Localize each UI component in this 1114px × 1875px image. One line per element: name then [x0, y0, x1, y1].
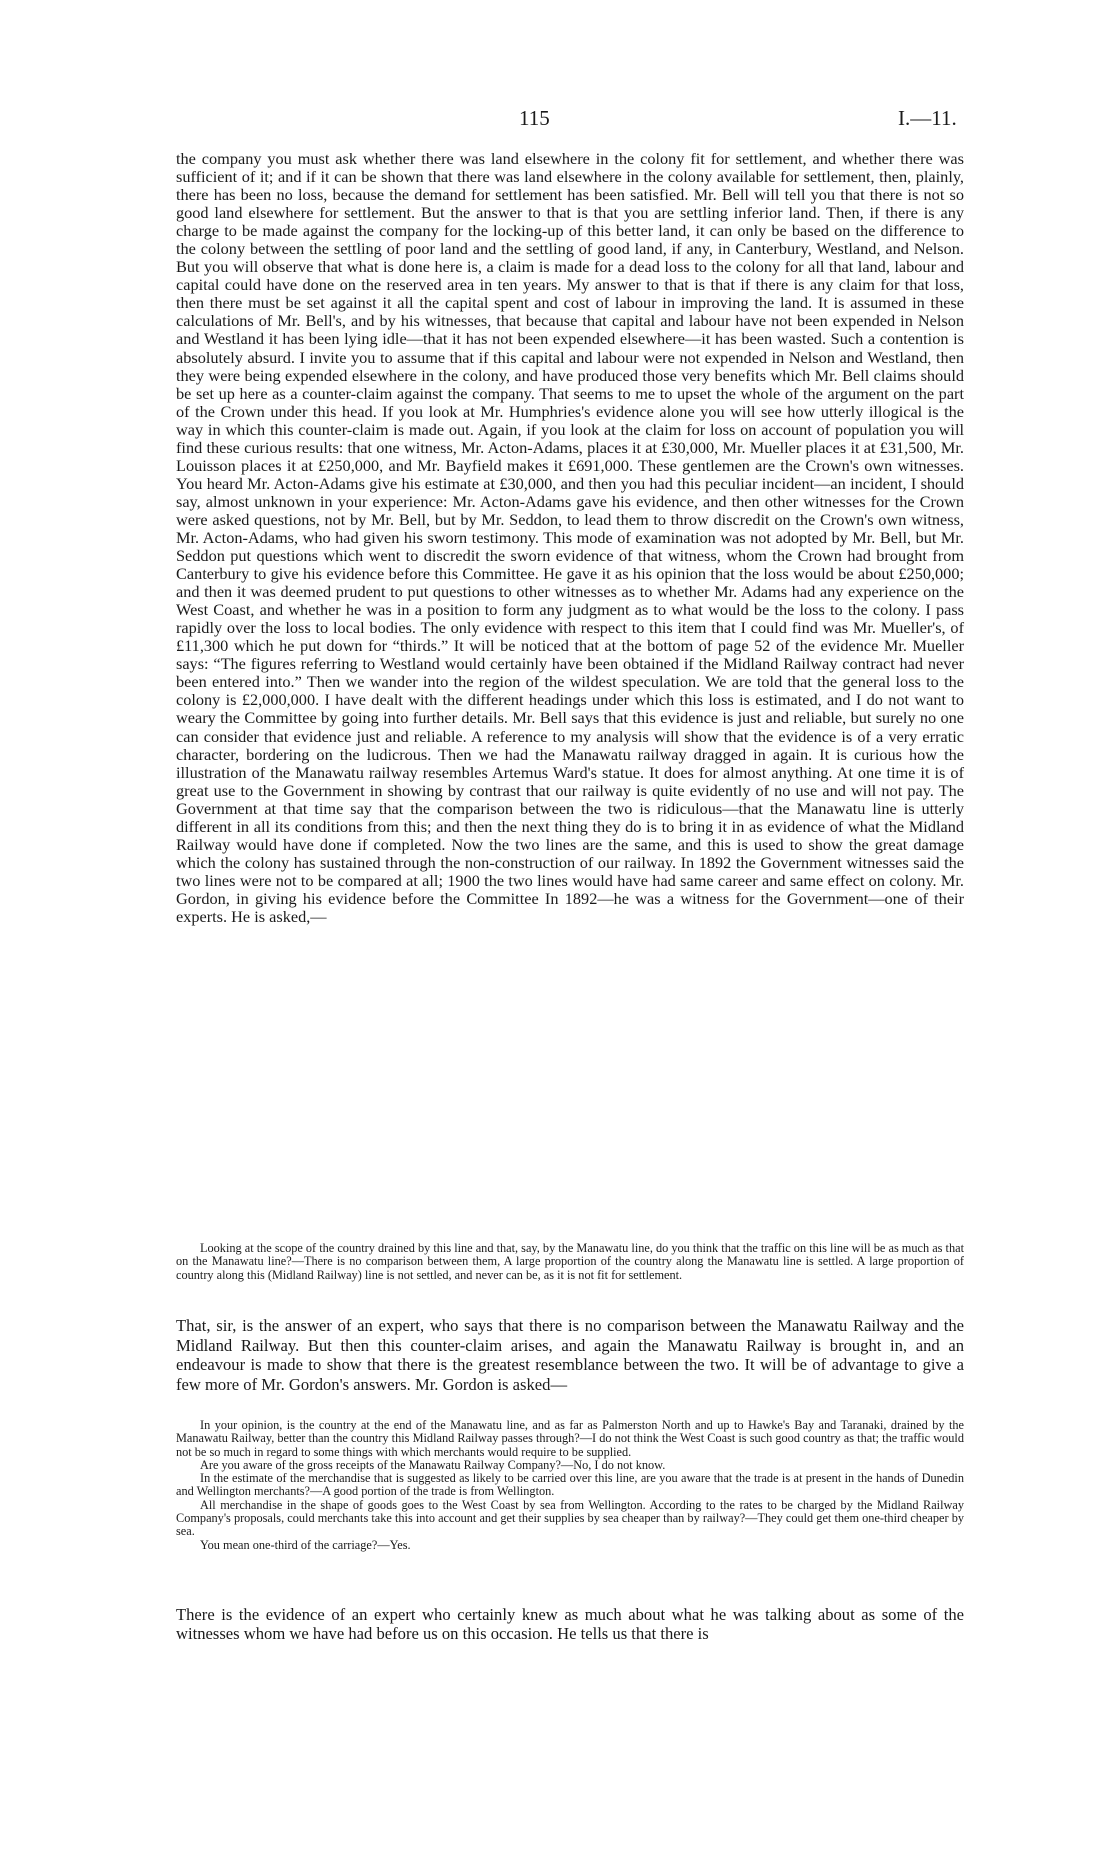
quote-line: In your opinion, is the country at the end of the Manawatu line, and as far as Palmerston North and up to Hawke's Bay and Taranaki, drained by the Manawatu Railway, better than the country this Midland Railway passes through?—I do not think the West Coast is such good country as that; the traffic would not be so much in regard to some things with which merchants would require to be supplied. — [176, 1418, 964, 1459]
evidence-quote-1 — [176, 1242, 964, 1282]
quote-line: Looking at the scope of the country drained by this line and that, say, by the Manawatu line, do you think that the traffic on this line will be as much as that on the Manawatu line?—There is no comparison between them, A large proportion of the country along the Manawatu line is settled. A large proportion of country along this (Midland Railway) line is not settled, and never can be, as it is not fit for settlement. — [176, 1241, 964, 1282]
quote-line: Are you aware of the gross receipts of the Manawatu Railway Company?—No, I do not know. — [200, 1457, 666, 1472]
body-paragraph-3: There is the evidence of an expert who certainly knew as much about what he was talking about as some of the witnesses whom we have had before us on this occasion. He tells us that there is — [176, 1605, 964, 1643]
page-number: 115 — [519, 106, 550, 130]
quote-line: In the estimate of the merchandise that is suggested as likely to be carried over this line, are you aware that the trade is at present in the hands of Dunedin and Wellington merchants?—A good portion of the trade is from Wellington. — [176, 1471, 964, 1499]
page-header — [0, 106, 1114, 130]
document-reference: I.—11. — [898, 106, 957, 130]
body-paragraph-1: the company you must ask whether there was land elsewhere in the colony fit for settlement, and whether there was sufficient of it; and if it can be shown that there was land elsewhere in the colony available for settlement, then, plainly, there has been no loss, because the demand for settlement has been satisfied. Mr. Bell will tell you that there is not so good land elsewhere for settlement. But the answer to that is that you are settling inferior land. Then, if there is any charge to be made against the company for the locking-up of this better land, it can only be based on the difference to the colony between the settling of poor land and the settling of good land, if any, in Canterbury, Westland, and Nelson. But you will observe that what is done here is, a claim is made for a dead loss to the colony for all that land, labour and capital could have done on the reserved area in ten years. My answer to that is that if there is any claim for that loss, then there must be set against it all the capital spent and cost of labour in improving the land. It is assumed in these calculations of Mr. Bell's, and by his witnesses, that because that capital and labour have not been expended in Nelson and Westland it has been lying idle—that it has not been expended elsewhere—it has been wasted. Such a contention is absolutely absurd. I invite you to assume that if this capital and labour were not expended in Nelson and Westland, then they were being expended elsewhere in the colony, and have produced those very benefits which Mr. Bell claims should be set up here as a counter-claim against the company. That seems to me to upset the whole of the argument on the part of the Crown under this head. If you look at Mr. Humphries's evidence alone you will see how utterly illogical is the way in which this counter-claim is made out. Again, if you look at the claim for loss on account of population you will find these curious results: that one witness, Mr. Acton-Adams, places it at £30,000, Mr. Mueller places it at £31,500, Mr. Louisson places it at £250,000, and Mr. Bayfield makes it £691,000. These gentlemen are the Crown's own witnesses. You heard Mr. Acton-Adams give his estimate at £30,000, and then you had this peculiar incident—an incident, I should say, almost unknown in your experience: Mr. Acton-Adams gave his evidence, and then other witnesses for the Crown were asked questions, not by Mr. Bell, but by Mr. Seddon, to lead them to throw discredit on the Crown's own witness, Mr. Acton-Adams, who had given his sworn testimony. This mode of examination was not adopted by Mr. Bell, but Mr. Seddon put questions which went to discredit the sworn evidence of that witness, whom the Crown had brought from Canterbury to give his evidence before this Committee. He gave it as his opinion that the loss would be about £250,000; and then it was deemed prudent to put questions to other witnesses as to whether Mr. Adams had any experience on the West Coast, and whether he was in a position to form any judgment as to what would be the loss to the colony. I pass rapidly over the loss to local bodies. The only evidence with respect to this item that I could find was Mr. Mueller's, of £11,300 which he put down for “thirds.” It will be noticed that at the bottom of page 52 of the evidence Mr. Mueller says: “The figures referring to Westland would certainly have been obtained if the Midland Railway contract had never been entered into.” Then we wander into the region of the wildest speculation. We are told that the general loss to the colony is £2,000,000. I have dealt with the different headings under which this loss is estimated, and I do not want to weary the Committee by going into further details. Mr. Bell says that this evidence is just and reliable, but surely no one can consider that evidence just and reliable. A reference to my analysis will show that the evidence is of a very erratic character, bordering on the ludicrous. Then we had the Manawatu railway dragged in again. It is curious how the illustration of the Manawatu railway resembles Artemus Ward's statue. It does for almost anything. At one time it is of great use to the Government in showing by contrast that our railway is quite evidently of no use and will not pay. The Government at that time say that the comparison between the two is ridiculous—that the Manawatu line is utterly different in all its conditions from this; and then the next thing they do is to bring it in as evidence of what the Midland Railway would have done if completed. Now the two lines are the same, and this is used to show the great damage which the colony has sustained through the non-construction of our railway. In 1892 the Government witnesses said the two lines were not to be compared at all; 1900 the two lines would have had same career and same effect on colony. Mr. Gordon, in giving his evidence before the Committee In 1892—he was a witness for the Government—one of their experts. He is asked,— — [176, 149, 964, 926]
body-paragraph-2: That, sir, is the answer of an expert, who says that there is no comparison between the Manawatu Railway and the Midland Railway. But then this counter-claim arises, and again the Manawatu Railway is brought in, and an endeavour is made to show that there is the greatest resemblance between the two. It will be of advantage to give a few more of Mr. Gordon's answers. Mr. Gordon is asked— — [176, 1316, 964, 1394]
evidence-quote-2 — [176, 1419, 964, 1552]
quote-line: You mean one-third of the carriage?—Yes. — [200, 1537, 411, 1552]
quote-line: All merchandise in the shape of goods goes to the West Coast by sea from Wellington. According to the rates to be charged by the Midland Railway Company's proposals, could merchants take this into account and get their supplies by sea cheaper than by railway?—They could get them one-third cheaper by sea. — [176, 1497, 964, 1539]
